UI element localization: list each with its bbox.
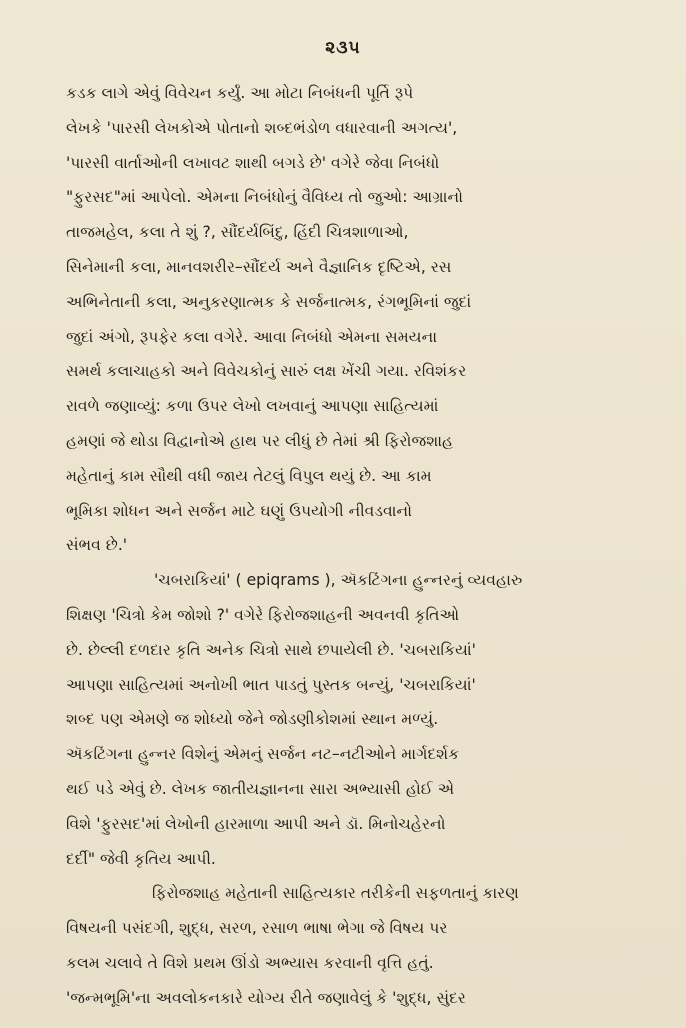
- text-line: વિષયની પસંદગી, શુદ્ધ, સરળ, રસાળ ભાષા ભેગા જે વિષય પર: [66, 919, 448, 938]
- text-line: લેખકે 'પારસી લેખકોએ પોતાનો શબ્દભંડોળ વધારવાની અગત્ય',: [66, 118, 458, 137]
- text-line: શબ્દ પણ એમણે જ શોધ્યો જેને જોડણીકોશમાં સ્થાન મળ્યું.: [66, 710, 439, 729]
- paragraph-first-line: ફિરોજશાહ મહેતાની સાહિત્યકાર તરીકેની સફળતાનું કારણ: [152, 884, 519, 903]
- text-line: ભૂમિકા શોધન અને સર્જન માટે ઘણું ઉપયોગી નીવડવાનો: [66, 501, 413, 520]
- text-line: છે. છેલ્લી દળદાર કૃતિ અનેક ચિત્રો સાથે છપાયેલી છે. 'ચબરાકિયાં': [66, 640, 476, 659]
- text-line: 'જન્મભૂમિ'ના અવલોકનકારે યોગ્ય રીતે જણાવેલું કે 'શુદ્ધ, સુંદર: [66, 988, 466, 1007]
- body-text: [66, 76, 654, 1016]
- text-line: આપણા સાહિત્યમાં અનોખી ભાત પાડતું પુસ્તક બન્યું, 'ચબરાકિયાં': [66, 675, 476, 694]
- text-line: સંભવ છે.': [66, 536, 128, 555]
- text-line: રાવળે જણાવ્યું: કળા ઉપર લેખો લખવાનું આપણા સાહિત્યમાં: [66, 397, 439, 416]
- text-line: દર્દી" જેવી કૃતિય આપી.: [66, 849, 216, 868]
- text-line: કલમ ચલાવે તે વિશે પ્રથમ ઊંડો અભ્યાસ કરવાની વૃત્તિ હતું.: [66, 953, 434, 972]
- text-line: સમર્થ કલાચાહકો અને વિવેચકોનું સારું લક્ષ ખેંચી ગયા. રવિશંકર: [66, 362, 467, 381]
- text-line: "ફુરસદ"માં આપેલો. એમના નિબંધોનું વૈવિધ્ય તો જુઓ: આગ્રાનો: [66, 188, 463, 207]
- text-line: જુદાં અંગો, રૂપફેર કલા વગેરે. આવા નિબંધો એમના સમયના: [66, 327, 438, 346]
- text-line: થઈ પડે એવું છે. લેખક જાતીયજ્ઞાનના સારા અભ્યાસી હોઈ એ: [66, 779, 455, 798]
- text-line: વિશે 'ફુરસદ'માં લેખોની હારમાળા આપી અને ડૉ. મિનોચહેરનો: [66, 814, 446, 833]
- paragraph-first-line: 'ચબરાકિયાં' ( epiqrams ), ઍકટિંગના હુન્નરનું વ્યવહારુ: [154, 571, 523, 590]
- text-line: શિક્ષણ 'ચિત્રો કેમ જોશો ?' વગેરે ફિરોજશાહની અવનવી કૃતિઓ: [66, 605, 460, 624]
- text-line: અભિનેતાની કલા, અનુકરણાત્મક કે સર્જનાત્મક, રંગભૂમિનાં જુદાં: [66, 292, 472, 311]
- text-line: 'પારસી વાર્તાઓની લખાવટ શાથી બગડે છે' વગેરે જેવા નિબંધો: [66, 153, 440, 172]
- text-line: ઍકટિંગના હુન્નર વિશેનું એમનું સર્જન નટ–નટીઓને માર્ગદર્શક: [66, 745, 460, 764]
- text-line: મહેતાનું કામ સૌથી વધી જાય તેટલું વિપુલ થયું છે. આ કામ: [66, 466, 432, 485]
- text-line: સિનેમાની કલા, માનવશરીર–સૌંદર્ય અને વૈજ્ઞાનિક દૃષ્ટિએ, રસ: [66, 257, 452, 276]
- text-line: કડક લાગે એવું વિવેચન કર્યું. આ મોટા નિબંધની પૂર્તિ રૂપે: [66, 84, 414, 102]
- text-line: હમણાં જે થોડા વિદ્વાનોએ હાથ પર લીધું છે તેમાં શ્રી ફિરોજશાહ: [66, 431, 454, 450]
- text-line: તાજમહેલ, કલા તે શું ?, સૌંદર્યબિંદુ, હિંદી ચિત્રશાળાઓ,: [66, 223, 409, 242]
- page-number: ૨૩૫: [325, 38, 361, 58]
